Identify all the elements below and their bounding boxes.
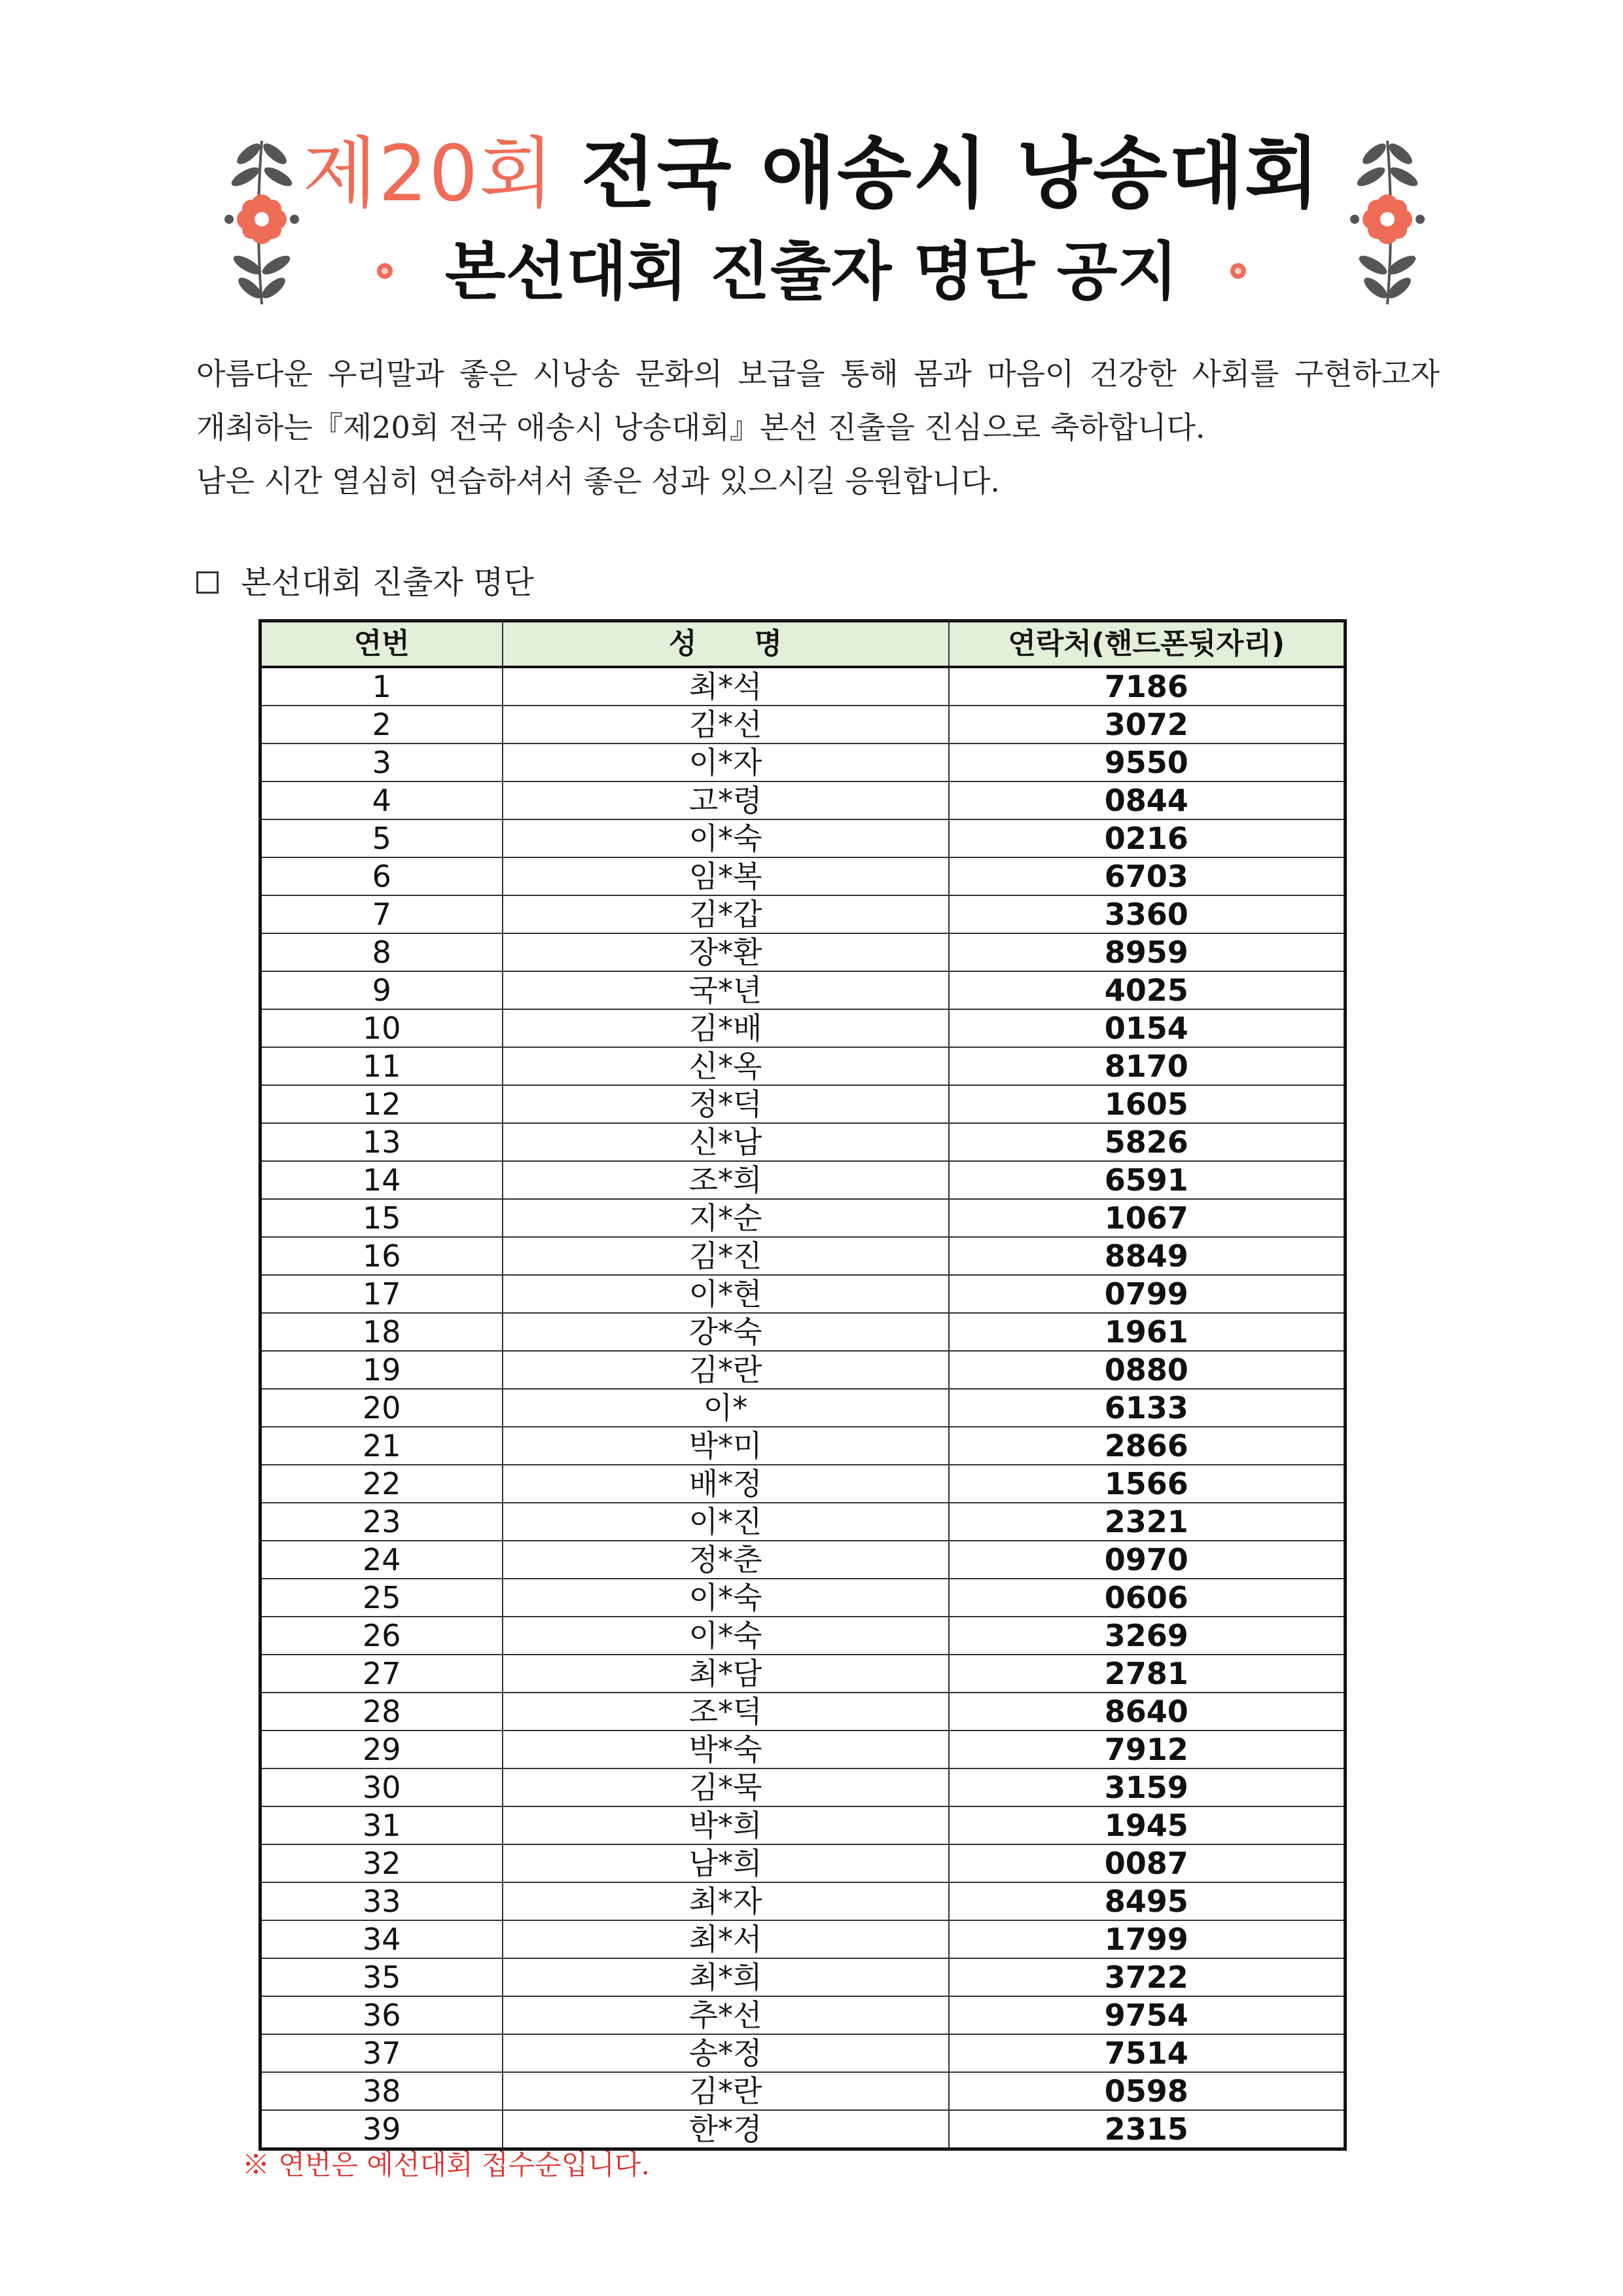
- participant-name: 국*년: [503, 971, 949, 1009]
- row-number: 29: [260, 1731, 503, 1768]
- intro-word: 통해: [840, 356, 899, 391]
- row-number: 23: [260, 1503, 503, 1541]
- intro-word: 문화의: [635, 356, 722, 391]
- participant-name: 한*경: [503, 2110, 949, 2149]
- intro-word: 보급을: [738, 356, 825, 391]
- table-row: [260, 1123, 1346, 1161]
- participant-name: 임*복: [503, 857, 949, 895]
- phone-last-digits: 2781: [949, 1655, 1346, 1693]
- table-row: [260, 2110, 1346, 2149]
- phone-last-digits: 7912: [949, 1731, 1346, 1768]
- phone-last-digits: 7514: [949, 2034, 1346, 2072]
- row-number: 2: [260, 706, 503, 744]
- intro-word: 시낭송: [533, 356, 620, 391]
- title-main-line: [0, 124, 1623, 223]
- title-edition: 제20회: [302, 128, 556, 219]
- phone-last-digits: 1605: [949, 1085, 1346, 1123]
- intro-word: 사회를: [1192, 356, 1279, 391]
- intro-word: 아름다운: [196, 356, 313, 391]
- row-number: 38: [260, 2072, 503, 2110]
- participant-name: 남*희: [503, 1844, 949, 1882]
- finalist-table: [259, 619, 1347, 2151]
- row-number: 16: [260, 1237, 503, 1275]
- row-number: 12: [260, 1085, 503, 1123]
- row-number: 34: [260, 1920, 503, 1958]
- participant-name: 정*춘: [503, 1541, 949, 1579]
- phone-last-digits: 0844: [949, 781, 1346, 819]
- table-row: [260, 781, 1346, 819]
- phone-last-digits: 3360: [949, 895, 1346, 933]
- row-number: 35: [260, 1958, 503, 1996]
- table-row: [260, 1009, 1346, 1047]
- participant-name: 이*숙: [503, 1617, 949, 1655]
- column-header-name: 성 명: [503, 621, 949, 668]
- phone-last-digits: 8640: [949, 1693, 1346, 1731]
- table-row: [260, 1579, 1346, 1617]
- table-row: [260, 1199, 1346, 1237]
- row-number: 19: [260, 1351, 503, 1389]
- participant-name: 김*란: [503, 2072, 949, 2110]
- intro-line-3: 남은 시간 열심히 연습하셔서 좋은 성과 있으시길 응원합니다.: [196, 463, 1000, 499]
- row-number: 22: [260, 1465, 503, 1503]
- intro-word: 우리말과: [328, 356, 444, 391]
- phone-last-digits: 8849: [949, 1237, 1346, 1275]
- table-header-row: [260, 621, 1346, 668]
- participant-name: 조*덕: [503, 1693, 949, 1731]
- participant-name: 김*진: [503, 1237, 949, 1275]
- row-number: 9: [260, 971, 503, 1009]
- phone-last-digits: 9754: [949, 1996, 1346, 2034]
- row-number: 5: [260, 819, 503, 857]
- table-row: [260, 1161, 1346, 1199]
- table-row: [260, 1085, 1346, 1123]
- phone-last-digits: 0598: [949, 2072, 1346, 2110]
- phone-last-digits: 4025: [949, 971, 1346, 1009]
- phone-last-digits: 7186: [949, 667, 1346, 706]
- participant-name: 송*정: [503, 2034, 949, 2072]
- table-row: [260, 1465, 1346, 1503]
- row-number: 17: [260, 1275, 503, 1313]
- row-number: 11: [260, 1047, 503, 1085]
- row-number: 25: [260, 1579, 503, 1617]
- flower-dot-icon: [1229, 262, 1247, 280]
- row-number: 18: [260, 1313, 503, 1351]
- flower-dot-icon: [376, 262, 394, 280]
- row-number: 24: [260, 1541, 503, 1579]
- row-number: 14: [260, 1161, 503, 1199]
- phone-last-digits: 6703: [949, 857, 1346, 895]
- table-row: [260, 1958, 1346, 1996]
- table-row: [260, 667, 1346, 706]
- table-row: [260, 1920, 1346, 1958]
- row-number: 13: [260, 1123, 503, 1161]
- participant-name: 고*령: [503, 781, 949, 819]
- participant-name: 최*희: [503, 1958, 949, 1996]
- participant-name: 이*숙: [503, 1579, 949, 1617]
- intro-word: 좋은: [459, 356, 518, 391]
- row-number: 36: [260, 1996, 503, 2034]
- table-row: [260, 1541, 1346, 1579]
- participant-name: 정*덕: [503, 1085, 949, 1123]
- participant-name: 지*순: [503, 1199, 949, 1237]
- participant-name: 박*희: [503, 1806, 949, 1844]
- phone-last-digits: 1067: [949, 1199, 1346, 1237]
- phone-last-digits: 6133: [949, 1389, 1346, 1427]
- table-row: [260, 1882, 1346, 1920]
- participant-name: 김*란: [503, 1351, 949, 1389]
- row-number: 27: [260, 1655, 503, 1693]
- participant-name: 최*자: [503, 1882, 949, 1920]
- phone-last-digits: 2321: [949, 1503, 1346, 1541]
- row-number: 37: [260, 2034, 503, 2072]
- row-number: 10: [260, 1009, 503, 1047]
- participant-name: 이*숙: [503, 819, 949, 857]
- row-number: 6: [260, 857, 503, 895]
- participant-name: 김*선: [503, 706, 949, 744]
- participant-name: 신*옥: [503, 1047, 949, 1085]
- phone-last-digits: 8495: [949, 1882, 1346, 1920]
- row-number: 15: [260, 1199, 503, 1237]
- table-row: [260, 1693, 1346, 1731]
- table-row: [260, 1617, 1346, 1655]
- table-row: [260, 895, 1346, 933]
- participant-name: 최*담: [503, 1655, 949, 1693]
- participant-name: 이*현: [503, 1275, 949, 1313]
- phone-last-digits: 0606: [949, 1579, 1346, 1617]
- table-row: [260, 1844, 1346, 1882]
- phone-last-digits: 6591: [949, 1161, 1346, 1199]
- phone-last-digits: 8959: [949, 933, 1346, 971]
- table-row: [260, 1768, 1346, 1806]
- participant-name: 이*자: [503, 744, 949, 781]
- participant-name: 박*미: [503, 1427, 949, 1465]
- row-number: 8: [260, 933, 503, 971]
- page-title: [0, 124, 1623, 314]
- phone-last-digits: 3072: [949, 706, 1346, 744]
- table-row: [260, 971, 1346, 1009]
- table-row: [260, 744, 1346, 781]
- table-row: [260, 706, 1346, 744]
- intro-word: 구현하고자: [1294, 356, 1440, 391]
- row-number: 32: [260, 1844, 503, 1882]
- phone-last-digits: 8170: [949, 1047, 1346, 1085]
- participant-name: 이*진: [503, 1503, 949, 1541]
- phone-last-digits: 3159: [949, 1768, 1346, 1806]
- row-number: 39: [260, 2110, 503, 2149]
- subtitle: 본선대회 진출자 명단 공지: [444, 235, 1179, 308]
- row-number: 31: [260, 1806, 503, 1844]
- section-title: 본선대회 진출자 명단: [241, 564, 534, 601]
- participant-name: 최*서: [503, 1920, 949, 1958]
- table-row: [260, 933, 1346, 971]
- row-number: 21: [260, 1427, 503, 1465]
- phone-last-digits: 3269: [949, 1617, 1346, 1655]
- table-row: [260, 1313, 1346, 1351]
- intro-word: 마음이: [987, 356, 1075, 391]
- intro-line-1: [196, 347, 1440, 401]
- table-row: [260, 819, 1346, 857]
- row-number: 28: [260, 1693, 503, 1731]
- row-number: 4: [260, 781, 503, 819]
- participant-name: 조*희: [503, 1161, 949, 1199]
- row-number: 33: [260, 1882, 503, 1920]
- phone-last-digits: 0154: [949, 1009, 1346, 1047]
- phone-last-digits: 0970: [949, 1541, 1346, 1579]
- phone-last-digits: 1945: [949, 1806, 1346, 1844]
- table-row: [260, 1427, 1346, 1465]
- participant-name: 추*선: [503, 1996, 949, 2034]
- table-row: [260, 2034, 1346, 2072]
- intro-paragraph: [196, 347, 1440, 508]
- column-header-contact: 연락처(핸드폰뒷자리): [949, 621, 1346, 668]
- row-number: 20: [260, 1389, 503, 1427]
- phone-last-digits: 1566: [949, 1465, 1346, 1503]
- table-row: [260, 1655, 1346, 1693]
- table-row: [260, 1237, 1346, 1275]
- subtitle-line: [0, 229, 1623, 314]
- participant-name: 강*숙: [503, 1313, 949, 1351]
- title-event-name: 전국 애송시 낭송대회: [580, 128, 1321, 219]
- participant-name: 박*숙: [503, 1731, 949, 1768]
- intro-word: 몸과: [913, 356, 972, 391]
- section-heading: [196, 560, 534, 605]
- intro-word: 건강한: [1089, 356, 1177, 391]
- table-row: [260, 1731, 1346, 1768]
- table-row: [260, 1351, 1346, 1389]
- table-row: [260, 2072, 1346, 2110]
- intro-line-2: 개최하는『제20회 전국 애송시 낭송대회』본선 진출을 진심으로 축하합니다.: [196, 410, 1205, 445]
- table-row: [260, 1047, 1346, 1085]
- phone-last-digits: 1961: [949, 1313, 1346, 1351]
- row-number: 30: [260, 1768, 503, 1806]
- phone-last-digits: 0880: [949, 1351, 1346, 1389]
- table-body: [260, 667, 1346, 2149]
- participant-name: 김*배: [503, 1009, 949, 1047]
- participant-name: 김*묵: [503, 1768, 949, 1806]
- table-row: [260, 1996, 1346, 2034]
- table-row: [260, 1389, 1346, 1427]
- phone-last-digits: 3722: [949, 1958, 1346, 1996]
- participant-name: 신*남: [503, 1123, 949, 1161]
- phone-last-digits: 1799: [949, 1920, 1346, 1958]
- phone-last-digits: 0216: [949, 819, 1346, 857]
- table-row: [260, 857, 1346, 895]
- row-number: 26: [260, 1617, 503, 1655]
- row-number: 1: [260, 667, 503, 706]
- table-row: [260, 1275, 1346, 1313]
- phone-last-digits: 5826: [949, 1123, 1346, 1161]
- phone-last-digits: 0087: [949, 1844, 1346, 1882]
- row-number: 7: [260, 895, 503, 933]
- phone-last-digits: 2866: [949, 1427, 1346, 1465]
- table-row: [260, 1806, 1346, 1844]
- phone-last-digits: 2315: [949, 2110, 1346, 2149]
- participant-name: 이*: [503, 1389, 949, 1427]
- table-row: [260, 1503, 1346, 1541]
- phone-last-digits: 0799: [949, 1275, 1346, 1313]
- participant-name: 최*석: [503, 667, 949, 706]
- footnote: ※ 연번은 예선대회 접수순입니다.: [242, 2149, 650, 2181]
- row-number: 3: [260, 744, 503, 781]
- participant-name: 김*갑: [503, 895, 949, 933]
- participant-name: 장*환: [503, 933, 949, 971]
- participant-name: 배*정: [503, 1465, 949, 1503]
- column-header-number: 연번: [260, 621, 503, 668]
- checkbox-icon: [196, 571, 219, 594]
- phone-last-digits: 9550: [949, 744, 1346, 781]
